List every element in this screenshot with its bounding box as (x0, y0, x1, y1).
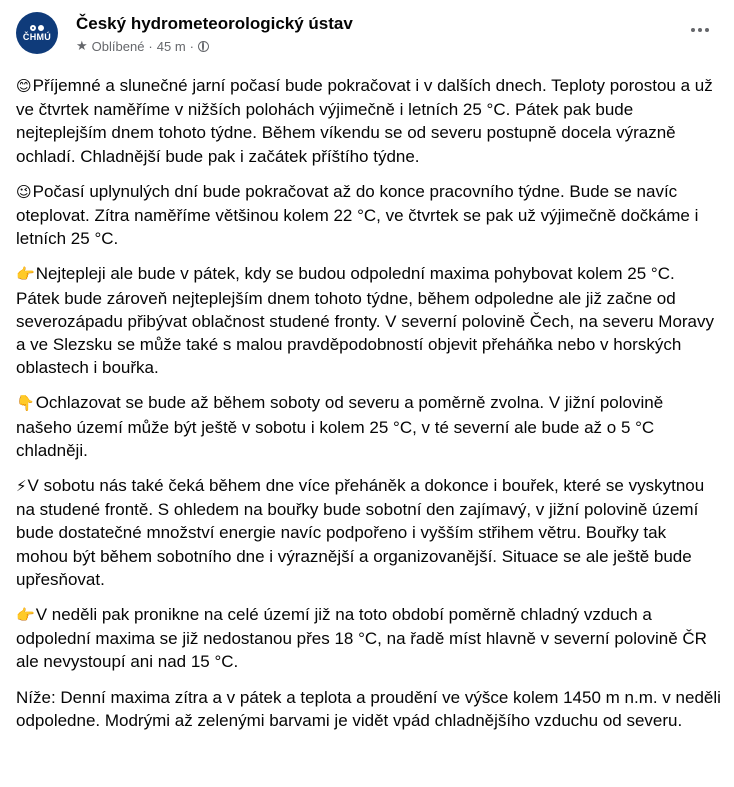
wink-emoji-icon: 😉 (16, 183, 32, 201)
post-meta (76, 38, 209, 54)
post-time-link[interactable]: 45 m (156, 38, 186, 54)
dot-icon (698, 28, 702, 32)
post-paragraph (16, 474, 722, 591)
paragraph-text: Počasí uplynulých dní bude pokračovat až do konce pracovního týdne. Bude se navíc oteplovat. Zítra naměříme většinou kolem 22 °C, ve čtvrtek se pak už výjimečně dočkáme i letních 25 °C. (16, 181, 699, 249)
dot-icon (691, 28, 695, 32)
post-paragraph (16, 603, 722, 674)
post-paragraph (16, 180, 722, 251)
paragraph-text: Ochlazovat se bude až během soboty od severu a poměrně zvolna. V jižní polovině našeho území může být ještě v sobotu i kolem 25 °C, v té severní ale bude až o 5 °C chladněji. (16, 393, 664, 460)
chmu-logo-icon (30, 25, 44, 31)
smile-emoji-icon: 😊 (16, 78, 32, 95)
pointing-right-icon: 👉 (16, 266, 35, 284)
post-paragraph (16, 74, 722, 168)
lightning-icon: ⚡ (16, 478, 27, 496)
dot-icon (705, 28, 709, 32)
post-paragraph (16, 686, 722, 732)
post-header (16, 12, 718, 62)
avatar[interactable] (16, 12, 58, 54)
pointing-right-icon: 👉 (16, 607, 35, 625)
meta-separator: · (189, 38, 195, 54)
post-paragraph (16, 262, 722, 379)
paragraph-text: Nejtepleji ale bude v pátek, kdy se budou odpolední maxima pohybovat kolem 25 °C. Pátek bude zároveň nejteplejším dnem tohoto týdne, během odpoledne ale již začne od severozápadu přibývat oblačnost studené fronty. V severní polovině Čech, na severu Moravy a ve Slezsku se může také s malou pravděpodobností objevit přeháňka nebo v horských oblastech i bouřka. (16, 264, 715, 378)
page-name-link[interactable]: Český hydrometeorologický ústav (76, 14, 353, 33)
favorites-badge: Oblíbené (91, 38, 145, 54)
paragraph-text: V neděli pak pronikne na celé území již na toto období poměrně chladný vzduch a odpolední maxima se již nedostanou přes 18 °C, na řadě míst hlavně v severní polovině ČR ale nevystoupí ani nad 15 °C. (16, 605, 707, 672)
avatar-text: ČHMÚ (22, 31, 52, 42)
post-body (16, 74, 722, 744)
paragraph-text: V sobotu nás také čeká během dne více přeháněk a dokonce i bouřek, které se vyskytnou na studené frontě. S ohledem na bouřky bude sobotní den zajímavý, v jižní polovině území bude dostatečné množství energie navíc podpořeno i vyšším střihem větru. Bouřky tak mohou být během sobotního dne i výraznější a organizovanější. Situace se ale ještě bude upřesňovat. (16, 476, 705, 589)
star-icon: ★ (76, 38, 88, 53)
more-options-button[interactable] (686, 20, 714, 40)
paragraph-text: Níže: Denní maxima zítra a v pátek a teplota a proudění ve výšce kolem 1450 m n.m. v neděli odpoledne. Modrými až zelenými barvami je vidět vpád chladnějšího vzduchu od severu. (16, 687, 721, 730)
post-paragraph (16, 391, 722, 462)
globe-icon[interactable] (198, 41, 209, 52)
meta-separator: · (148, 38, 153, 54)
paragraph-text: Příjemné a slunečné jarní počasí bude pokračovat i v dalších dnech. Teploty porostou a už ve čtvrtek naměříme v nižších polohách výjimečně i letních 25 °C. Pátek pak bude nejteplejším dnem tohoto týdne. Během víkendu se od severu postupně docela výrazně ochladí. Chladnější bude pak i začátek příštího týdne. (16, 76, 713, 166)
pointing-down-icon: 👇 (16, 395, 35, 413)
